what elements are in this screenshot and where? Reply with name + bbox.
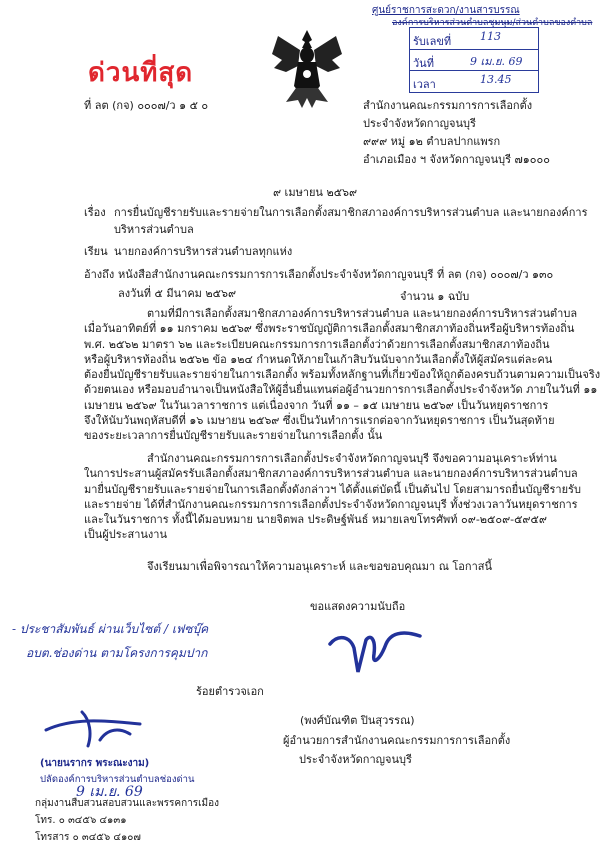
stamp-time-value: 13.45 — [480, 73, 512, 86]
stamp-header: ศูนย์ราชการสะดวก/งานสารบรรณ — [372, 5, 520, 16]
sender-line-1: สำนักงานคณะกรรมการการเลือกตั้ง — [363, 99, 533, 112]
stamp-date-value: 9 เม.ย. 69 — [470, 55, 523, 68]
footer-telephone: โทร. ๐ ๓๔๕๖ ๔๑๓๑ — [35, 815, 127, 826]
body1-line: หรือผู้บริหารท้องถิ่น ๒๕๖๒ ข้อ ๑๒๔ กำหนดให้ภายในเก้าสิบวันนับจากวันเลือกตั้งให้ผู้สมัครแต่ละคน — [84, 352, 553, 366]
body2-line: และในวันราชการ ทั้งนี้ได้มอบหมาย นายจิตพล ประดิษฐ์พันธ์ หมายเลขโทรศัพท์ ๐๙-๒๕๐๙-๕๙๕๙ — [84, 513, 547, 527]
subject-label: เรื่อง — [84, 206, 106, 219]
body2-line: มายื่นบัญชีรายรับและรายจ่ายในการเลือกตั้งดังกล่าวฯ ได้ตั้งแต่บัดนี้ เป็นต้นไป โดยสามารถยื่นบัญชีรายรับ — [84, 482, 581, 496]
body2-line: และรายจ่าย ได้ที่สำนักงานคณะกรรมการการเลือกตั้งประจำจังหวัดกาญจนบุรี ทั้งช่วงเวลาวันหยุดราชการ — [84, 497, 578, 511]
stamp-no-label: รับเลขที่ — [413, 35, 452, 48]
body2-line: สำนักงานคณะกรรมการการเลือกตั้งประจำจังหวัดกาญจนบุรี จึงขอความอนุเคราะห์ท่าน — [147, 452, 557, 465]
closing-sentence: จึงเรียนมาเพื่อพิจารณาให้ความอนุเคราะห์ และขอขอบคุณมา ณ โอกาสนี้ — [147, 560, 492, 573]
receive-stamp — [409, 27, 539, 93]
handwritten-note-line-1: - ประชาสัมพันธ์ ผ่านเว็บไซต์ / เฟซบุ๊ค — [12, 622, 209, 636]
director-signature — [316, 614, 436, 684]
signer-name: (พงศ์บัณฑิต ปินสุวรรณ) — [300, 714, 415, 727]
body1-line: จึงให้นับวันพฤหัสบดีที่ ๑๖ เมษายน ๒๕๖๙ ซึ่งเป็นวันทำการแรกต่อจากวันหยุดราชการ เป็นวันสุดท้าย — [84, 414, 555, 428]
body1-line: ตามที่มีการเลือกตั้งสมาชิกสภาองค์การบริหารส่วนตำบล และนายกองค์การบริหารส่วนตำบล — [147, 307, 578, 320]
body2-line: ในการประสานผู้สมัครรับเลือกตั้งสมาชิกสภาองค์การบริหารส่วนตำบล และนายกองค์การบริหารส่วนตำบล — [84, 467, 578, 481]
body1-line: พ.ศ. ๒๕๖๒ มาตรา ๖๒ และระเบียบคณะกรรมการการเลือกตั้งว่าด้วยการเลือกตั้งสมาชิกสภาท้องถิ่น — [84, 337, 550, 351]
salutation-recipient: นายกองค์การบริหารส่วนตำบลทุกแห่ง — [114, 245, 293, 258]
body1-line: ต้องยื่นบัญชีรายรับและรายจ่ายในการเลือกตั้ง พร้อมทั้งหลักฐานที่เกี่ยวข้องให้ถูกต้องครบถ้วนตามความเป็นจริง — [84, 368, 600, 382]
subject-line-1: การยื่นบัญชีรายรับและรายจ่ายในการเลือกตั้งสมาชิกสภาองค์การบริหารส่วนตำบล และนายกองค์การ — [114, 206, 588, 219]
stamp-org: องค์การบริหารส่วนตำบลชุมนุม/ส่วนตำบลของตำบล — [392, 18, 593, 28]
sender-line-3: ๙๙๙ หมู่ ๑๒ ตำบลปากแพรก — [363, 135, 501, 148]
signer-title-2: ประจำจังหวัดกาญจนบุรี — [299, 753, 412, 766]
stamp-time-label: เวลา — [413, 78, 436, 91]
document-ref-number: ที่ ลต (กจ) ๐๐๐๗/ว ๑ ๕ ๐ — [84, 99, 209, 112]
signer-title-1: ผู้อำนวยการสำนักงานคณะกรรมการการเลือกตั้ง — [283, 734, 511, 747]
receiver-date: 9 เม.ย. 69 — [76, 784, 143, 800]
urgency-label: ด่วนที่สุด — [88, 58, 194, 88]
garuda-emblem — [268, 26, 346, 110]
reference-label: อ้างถึง — [84, 268, 115, 281]
handwritten-note-line-2: อบต.ช่องด่าน ตามโครงการคุมปาก — [26, 646, 208, 660]
sender-line-4: อำเภอเมือง ฯ จังหวัดกาญจนบุรี ๗๑๐๐๐ — [363, 153, 550, 166]
body-paragraph-1 — [84, 306, 600, 444]
body1-line: เมื่อวันอาทิตย์ที่ ๑๑ มกราคม ๒๕๖๙ ซึ่งพระราชบัญญัติการเลือกตั้งสมาชิกสภาท้องถิ่นหรือผู้บริหารท้องถิ่น — [84, 322, 575, 336]
body1-line: เมษายน ๒๕๖๙ ในวันเวลาราชการ แต่เนื่องจาก วันที่ ๑๑ – ๑๕ เมษายน ๒๕๖๙ เป็นวันหยุดราชการ — [84, 398, 549, 412]
receiver-title: ปลัดองค์การบริหารส่วนตำบลช่องด่าน — [40, 774, 195, 785]
footer-department: กลุ่มงานสืบสวนสอบสวนและพรรคการเมือง — [35, 798, 220, 809]
footer-fax: โทรสาร ๐ ๓๔๕๖ ๔๑๐๗ — [35, 832, 141, 843]
regards: ขอแสดงความนับถือ — [310, 600, 406, 613]
body1-line: ของระยะเวลาการยื่นบัญชีรายรับและรายจ่ายในการเลือกตั้ง นั้น — [84, 429, 383, 443]
receiver-name: (นายนรากร พระณะงาม) — [40, 758, 150, 769]
stamp-no-value: 113 — [480, 30, 501, 43]
document-date: ๙ เมษายน ๒๕๖๙ — [273, 186, 358, 199]
body2-line: เป็นผู้ประสานงาน — [84, 528, 167, 542]
reference-attachment-count: จำนวน ๑ ฉบับ — [400, 290, 470, 303]
sender-line-2: ประจำจังหวัดกาญจนบุรี — [363, 117, 476, 130]
body1-line: ด้วยตนเอง หรือมอบอำนาจเป็นหนังสือให้ผู้อื่นยื่นแทนต่อผู้อำนวยการการเลือกตั้งประจำจังหวัด ภายในวันที่ ๑๑ — [84, 383, 598, 397]
stamp-date-label: วันที่ — [413, 57, 434, 70]
signer-rank: ร้อยตำรวจเอก — [196, 685, 264, 698]
reference-line-1: หนังสือสำนักงานคณะกรรมการการเลือกตั้งประจำจังหวัดกาญจนบุรี ที่ ลต (กจ) ๐๐๐๗/ว ๑๓๐ — [118, 268, 554, 281]
reference-line-2: ลงวันที่ ๕ มีนาคม ๒๕๖๙ — [118, 287, 237, 300]
body-paragraph-2 — [84, 451, 581, 543]
receiver-signature — [42, 700, 152, 752]
subject-line-2: บริหารส่วนตำบล — [114, 223, 194, 236]
salutation-label: เรียน — [84, 245, 108, 258]
